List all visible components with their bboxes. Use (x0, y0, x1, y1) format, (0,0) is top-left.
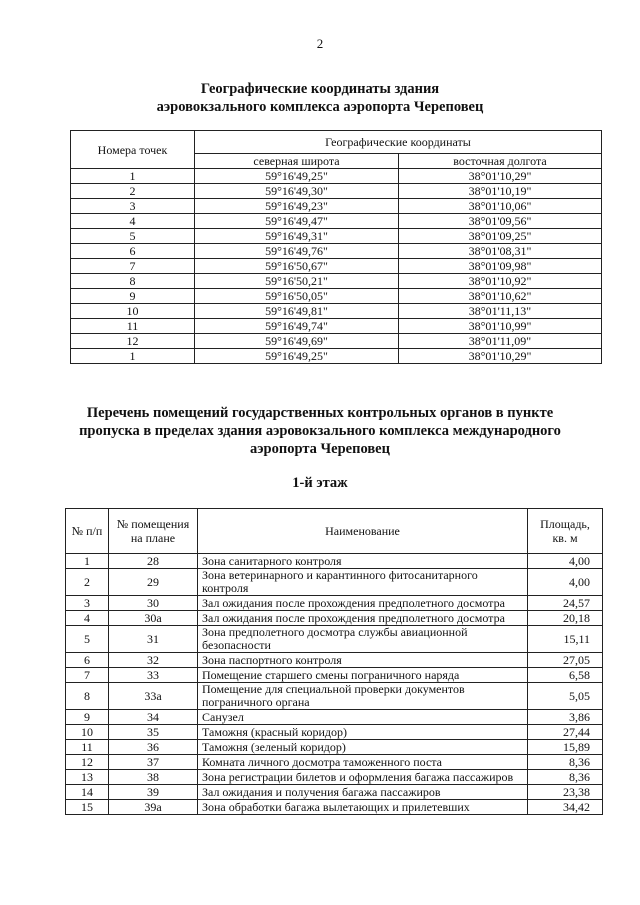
room-number: 31 (109, 626, 198, 653)
floor-label: 1-й этаж (292, 475, 348, 491)
area-header: Площадь, кв. м (528, 509, 603, 554)
latitude-value: 59°16'49,31" (195, 229, 399, 244)
longitude-value: 38°01'10,29" (399, 349, 602, 364)
longitude-value: 38°01'10,92" (399, 274, 602, 289)
rooms-title (0, 404, 640, 458)
points-header: Номера точек (71, 131, 195, 169)
row-number: 1 (66, 554, 109, 569)
row-number: 15 (66, 800, 109, 815)
room-area: 20,18 (528, 611, 603, 626)
row-number: 2 (66, 569, 109, 596)
room-number: 39 (109, 785, 198, 800)
room-area: 24,57 (528, 596, 603, 611)
latitude-value: 59°16'49,23" (195, 199, 399, 214)
coordinate-row (71, 199, 602, 214)
room-area: 4,00 (528, 569, 603, 596)
room-name: Санузел (198, 710, 528, 725)
room-area: 4,00 (528, 554, 603, 569)
longitude-value: 38°01'10,62" (399, 289, 602, 304)
row-number: 13 (66, 770, 109, 785)
room-number: 33а (109, 683, 198, 710)
room-name: Зона обработки багажа вылетающих и прилетевших (198, 800, 528, 815)
room-row (66, 611, 603, 626)
room-row (66, 596, 603, 611)
longitude-header: восточная долгота (399, 154, 602, 169)
coordinate-row (71, 274, 602, 289)
room-name: Зона регистрации билетов и оформления багажа пассажиров (198, 770, 528, 785)
coordinate-row (71, 289, 602, 304)
row-number: 4 (66, 611, 109, 626)
room-row (66, 785, 603, 800)
row-number: 7 (66, 668, 109, 683)
room-area: 23,38 (528, 785, 603, 800)
point-number: 2 (71, 184, 195, 199)
longitude-value: 38°01'08,31" (399, 244, 602, 259)
latitude-value: 59°16'50,21" (195, 274, 399, 289)
longitude-value: 38°01'10,06" (399, 199, 602, 214)
row-number: 5 (66, 626, 109, 653)
coordinates-table (70, 130, 602, 364)
row-number: 12 (66, 755, 109, 770)
room-row (66, 725, 603, 740)
room-name: Помещение для специальной проверки документов пограничного органа (198, 683, 528, 710)
row-number: 9 (66, 710, 109, 725)
geo-coordinates-header: Географические координаты (195, 131, 602, 154)
room-name: Зал ожидания после прохождения предполетного досмотра (198, 611, 528, 626)
room-row (66, 626, 603, 653)
longitude-value: 38°01'09,56" (399, 214, 602, 229)
room-number: 28 (109, 554, 198, 569)
room-number: 36 (109, 740, 198, 755)
room-row (66, 653, 603, 668)
longitude-value: 38°01'11,09" (399, 334, 602, 349)
latitude-value: 59°16'49,30" (195, 184, 399, 199)
longitude-value: 38°01'09,25" (399, 229, 602, 244)
room-name: Помещение старшего смены пограничного наряда (198, 668, 528, 683)
room-name: Зал ожидания и получения багажа пассажиров (198, 785, 528, 800)
coordinate-row (71, 319, 602, 334)
row-number: 11 (66, 740, 109, 755)
rooms-title-line3: аэропорта Череповец (250, 441, 390, 457)
latitude-header: северная широта (195, 154, 399, 169)
room-name: Зона санитарного контроля (198, 554, 528, 569)
rooms-table-body (66, 554, 603, 815)
room-area: 27,05 (528, 653, 603, 668)
latitude-value: 59°16'49,25" (195, 349, 399, 364)
point-number: 7 (71, 259, 195, 274)
room-area: 8,36 (528, 755, 603, 770)
room-number: 34 (109, 710, 198, 725)
coordinates-title (0, 80, 640, 116)
room-name: Зал ожидания после прохождения предполетного досмотра (198, 596, 528, 611)
coordinate-row (71, 349, 602, 364)
point-number: 12 (71, 334, 195, 349)
room-name: Зона предполетного досмотра службы авиационной безопасности (198, 626, 528, 653)
room-name: Зона паспортного контроля (198, 653, 528, 668)
point-number: 1 (71, 349, 195, 364)
room-number: 32 (109, 653, 198, 668)
room-name: Зона ветеринарного и карантинного фитосанитарного контроля (198, 569, 528, 596)
point-number: 5 (71, 229, 195, 244)
coordinate-row (71, 214, 602, 229)
coordinate-row (71, 169, 602, 184)
room-number: 37 (109, 755, 198, 770)
page-number: 2 (316, 36, 324, 51)
room-area: 3,86 (528, 710, 603, 725)
room-number: 33 (109, 668, 198, 683)
room-name: Комната личного досмотра таможенного поста (198, 755, 528, 770)
longitude-value: 38°01'10,29" (399, 169, 602, 184)
room-number: 39а (109, 800, 198, 815)
coordinate-row (71, 229, 602, 244)
room-area: 15,89 (528, 740, 603, 755)
room-row (66, 569, 603, 596)
room-number: 29 (109, 569, 198, 596)
room-row (66, 668, 603, 683)
room-row (66, 740, 603, 755)
latitude-value: 59°16'50,67" (195, 259, 399, 274)
row-number: 10 (66, 725, 109, 740)
point-number: 10 (71, 304, 195, 319)
room-number: 30 (109, 596, 198, 611)
rooms-title-line2: пропуска в пределах здания аэровокзального комплекса международного (79, 423, 561, 439)
row-number: 3 (66, 596, 109, 611)
point-number: 1 (71, 169, 195, 184)
row-number: 14 (66, 785, 109, 800)
room-row (66, 755, 603, 770)
latitude-value: 59°16'49,25" (195, 169, 399, 184)
point-number: 4 (71, 214, 195, 229)
num-header: № п/п (66, 509, 109, 554)
name-header: Наименование (198, 509, 528, 554)
coordinate-row (71, 334, 602, 349)
coordinates-table-body (71, 169, 602, 364)
longitude-value: 38°01'11,13" (399, 304, 602, 319)
latitude-value: 59°16'50,05" (195, 289, 399, 304)
room-row (66, 770, 603, 785)
latitude-value: 59°16'49,81" (195, 304, 399, 319)
row-number: 6 (66, 653, 109, 668)
coordinates-title-line2: аэровокзального комплекса аэропорта Череповец (156, 99, 484, 115)
latitude-value: 59°16'49,76" (195, 244, 399, 259)
coordinate-row (71, 184, 602, 199)
longitude-value: 38°01'09,98" (399, 259, 602, 274)
point-number: 3 (71, 199, 195, 214)
point-number: 11 (71, 319, 195, 334)
point-number: 9 (71, 289, 195, 304)
room-number: 38 (109, 770, 198, 785)
room-number: 35 (109, 725, 198, 740)
room-area: 15,11 (528, 626, 603, 653)
room-number-header: № помещения на плане (109, 509, 198, 554)
room-area: 5,05 (528, 683, 603, 710)
room-area: 8,36 (528, 770, 603, 785)
room-row (66, 710, 603, 725)
room-name: Таможня (зеленый коридор) (198, 740, 528, 755)
latitude-value: 59°16'49,47" (195, 214, 399, 229)
room-row (66, 800, 603, 815)
coordinate-row (71, 244, 602, 259)
coordinate-row (71, 304, 602, 319)
rooms-title-line1: Перечень помещений государственных контрольных органов в пункте (86, 405, 554, 421)
point-number: 8 (71, 274, 195, 289)
room-area: 27,44 (528, 725, 603, 740)
room-name: Таможня (красный коридор) (198, 725, 528, 740)
room-area: 34,42 (528, 800, 603, 815)
longitude-value: 38°01'10,19" (399, 184, 602, 199)
room-number: 30а (109, 611, 198, 626)
latitude-value: 59°16'49,74" (195, 319, 399, 334)
coordinate-row (71, 259, 602, 274)
rooms-table (65, 508, 603, 815)
room-row (66, 554, 603, 569)
coordinates-title-line1: Географические координаты здания (200, 81, 440, 97)
row-number: 8 (66, 683, 109, 710)
point-number: 6 (71, 244, 195, 259)
longitude-value: 38°01'10,99" (399, 319, 602, 334)
room-row (66, 683, 603, 710)
latitude-value: 59°16'49,69" (195, 334, 399, 349)
room-area: 6,58 (528, 668, 603, 683)
